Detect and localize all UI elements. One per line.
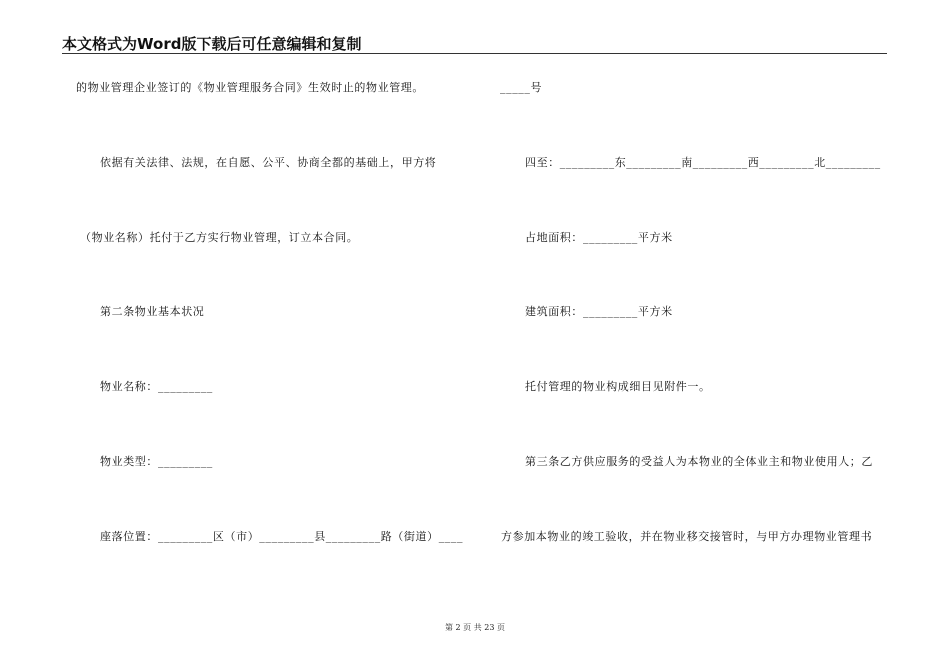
left-line-7: 座落位置：_________区（市）_________县_________路（街道）____ <box>100 530 464 543</box>
right-line-4: 建筑面积：_________平方米 <box>525 305 673 318</box>
right-line-5: 托付管理的物业构成细目见附件一。 <box>525 380 711 393</box>
right-line-2: 四至：_________东_________南_________西_________北_________ <box>525 156 881 169</box>
left-line-4: 第二条物业基本状况 <box>100 305 205 318</box>
right-line-1: _____号 <box>500 81 543 94</box>
header-divider <box>62 53 887 54</box>
right-line-6: 第三条乙方供应服务的受益人为本物业的全体业主和物业使用人；乙 <box>525 455 873 468</box>
page-number-footer: 第 2 页 共 23 页 <box>445 623 505 632</box>
left-line-3: （物业名称）托付于乙方实行物业管理，订立本合同。 <box>80 231 359 244</box>
left-line-6: 物业类型：_________ <box>100 455 213 468</box>
left-line-1: 的物业管理企业签订的《物业管理服务合同》生效时止的物业管理。 <box>76 81 424 94</box>
right-line-3: 占地面积：_________平方米 <box>525 231 673 244</box>
left-line-2: 依据有关法律、法规，在自愿、公平、协商全都的基础上，甲方将 <box>100 156 437 169</box>
left-line-5: 物业名称：_________ <box>100 380 213 393</box>
right-line-7: 方参加本物业的竣工验收，并在物业移交接管时，与甲方办理物业管理书 <box>501 530 873 543</box>
document-header-title: 本文格式为Word版下载后可任意编辑和复制 <box>62 35 362 53</box>
